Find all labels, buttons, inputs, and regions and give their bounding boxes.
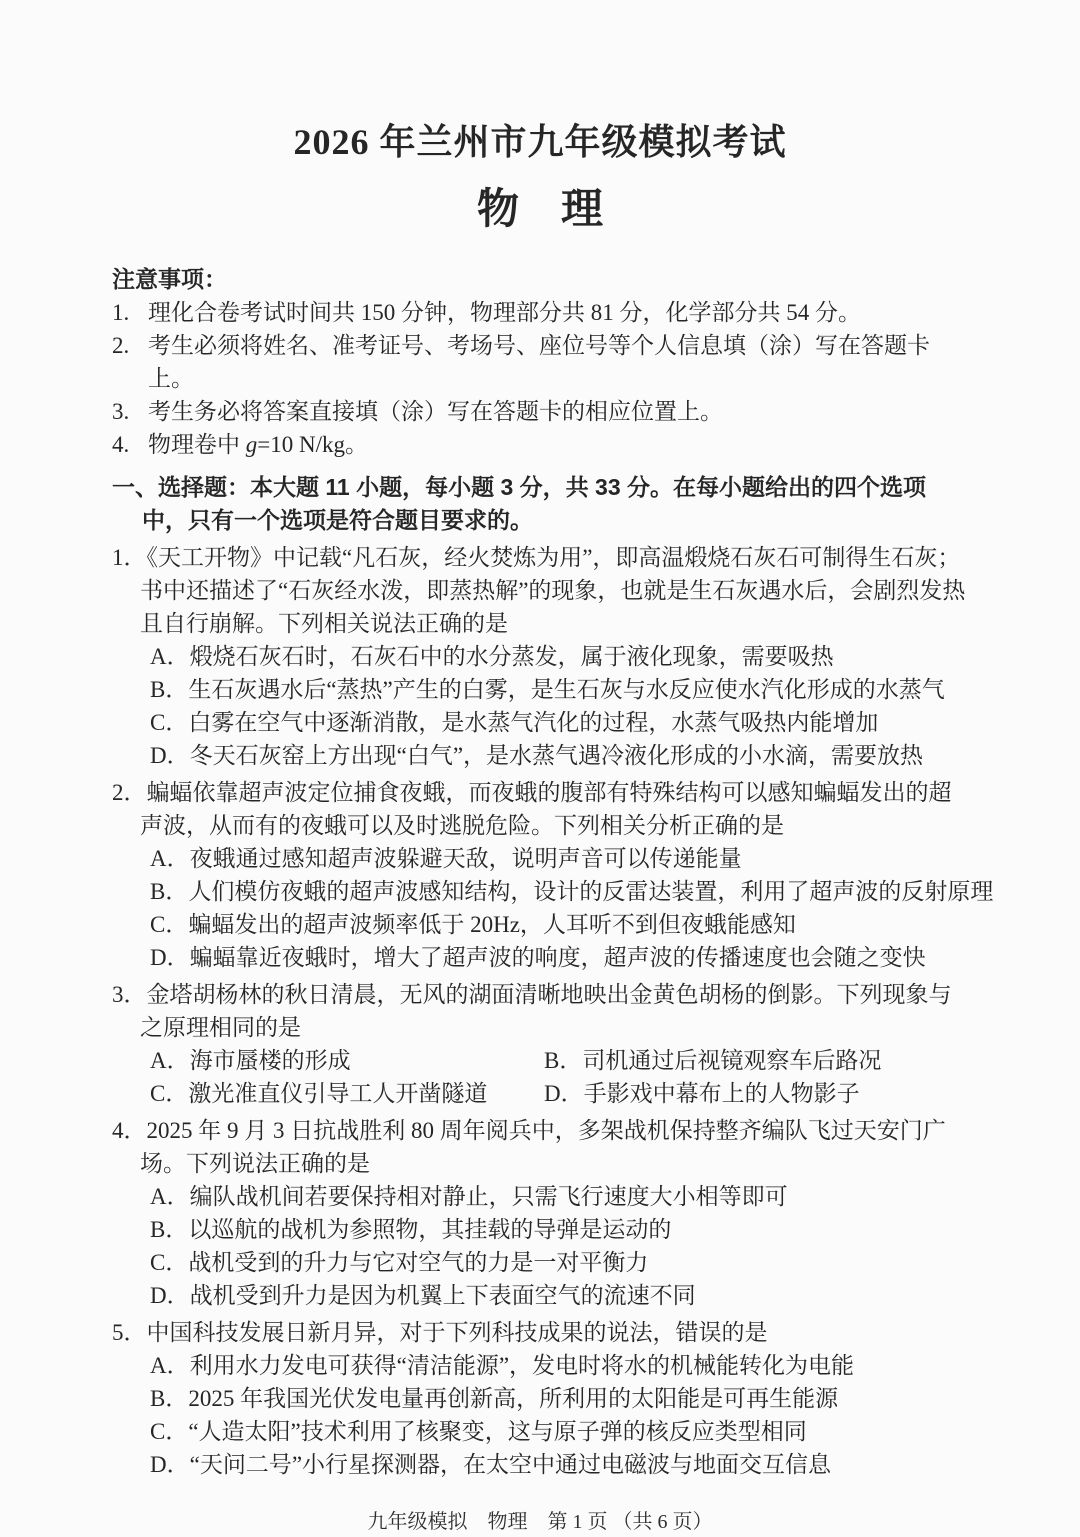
option-label: D． [150,1283,190,1308]
question-1-option-b [150,673,968,706]
question-3-options [150,1044,968,1110]
question-5-option-b [150,1382,968,1415]
question-number: 2． [112,780,147,805]
option-label: D． [150,1452,190,1477]
question-3-option-b [544,1044,968,1077]
question-number: 3． [112,982,147,1007]
notice-item-text: 物理卷中 [148,432,246,457]
option-text: 冬天石灰窑上方出现“白气”，是水蒸气遇冷液化形成的小水滴，需要放热 [189,743,924,768]
option-text: 白雾在空气中逐渐消散，是水蒸气汽化的过程，水蒸气吸热内能增加 [188,710,879,735]
question-stem-text: 2025 年 9 月 3 日抗战胜利 80 周年阅兵中，多架战机保持整齐编队飞过天安门广场。下列说法正确的是 [140,1118,946,1176]
option-text: 战机受到的升力与它对空气的力是一对平衡力 [188,1250,649,1275]
option-label: B． [150,1217,189,1242]
question-stem-text: 金塔胡杨林的秋日清晨，无风的湖面清晰地映出金黄色胡杨的倒影。下列现象与之原理相同的是 [140,982,952,1040]
question-stem [112,1114,968,1180]
question-4 [112,1114,968,1312]
option-label: A． [150,1048,190,1073]
question-1-option-d [150,739,968,772]
question-stem-text: 《天工开物》中记载“凡石灰，经火焚炼为用”，即高温煅烧石灰石可制得生石灰；书中还描述了“石灰经水泼，即蒸热解”的现象，也就是生石灰遇水后，会剧烈发热且自行崩解。下列相关说法正确的是 [140,545,966,636]
notice-item-1 [112,296,968,329]
option-label: C． [150,912,189,937]
page-footer: 九年级模拟 物理 第 1 页 （共 6 页） [367,1511,713,1533]
question-stem [112,978,968,1044]
option-label: C． [150,1081,189,1106]
question-3-option-a [150,1044,544,1077]
question-number: 5． [112,1320,147,1345]
option-label: B． [150,1386,189,1411]
question-stem [112,776,968,842]
option-text: 利用水力发电可获得“清洁能源”，发电时将水的机械能转化为电能 [189,1353,855,1378]
option-label: C． [150,710,189,735]
notice-heading: 注意事项： [112,266,227,292]
question-5-options [150,1349,968,1481]
question-1-option-a [150,640,968,673]
question-2-option-a [150,842,968,875]
question-3-option-d [544,1077,968,1110]
question-4-option-c [150,1246,968,1279]
question-5 [112,1316,968,1481]
question-stem [112,1316,968,1349]
option-text: 战机受到升力是因为机翼上下表面空气的流速不同 [189,1283,696,1308]
question-2-option-b [150,875,994,908]
option-label: B． [150,677,189,702]
option-text: “天问二号”小行星探测器，在太空中通过电磁波与地面交互信息 [189,1452,832,1477]
option-text: 人们模仿夜蛾的超声波感知结构，设计的反雷达装置，利用了超声波的反射原理 [188,879,994,904]
option-label: A． [150,644,190,669]
question-2-option-d [150,941,968,974]
question-4-option-b [150,1213,968,1246]
option-label: C． [150,1419,189,1444]
question-4-options [150,1180,968,1312]
option-text: 蝙蝠发出的超声波频率低于 20Hz，人耳听不到但夜蛾能感知 [188,912,796,937]
option-text: 煅烧石灰石时，石灰石中的水分蒸发，属于液化现象，需要吸热 [189,644,834,669]
notice-item-text: 考生务必将答案直接填（涂）写在答题卡的相应位置上。 [148,399,723,424]
question-5-option-c [150,1415,968,1448]
notice-item-number: 1. [112,300,130,325]
option-text: 司机通过后视镜观察车后路况 [582,1048,882,1073]
notice-item-number: 2. [112,333,130,358]
option-text: 手影戏中幕布上的人物影子 [583,1081,860,1106]
option-label: D． [150,743,190,768]
question-1-options [150,640,968,772]
question-1 [112,541,968,772]
notice-item-number: 3. [112,399,130,424]
option-text: “人造太阳”技术利用了核聚变，这与原子弹的核反应类型相同 [188,1419,807,1444]
question-3-option-c [150,1077,544,1110]
option-label: D． [150,945,190,970]
question-4-option-a [150,1180,968,1213]
option-label: B． [150,879,189,904]
question-stem-text: 蝙蝠依靠超声波定位捕食夜蛾，而夜蛾的腹部有特殊结构可以感知蝙蝠发出的超声波，从而有的夜蛾可以及时逃脱危险。下列相关分析正确的是 [140,780,952,838]
notice-item-number: 4. [112,432,130,457]
option-label: D． [544,1081,584,1106]
notice-item-4 [112,428,968,461]
gravity-constant-symbol: g [245,432,258,457]
notice-item-text: =10 N/kg。 [257,432,368,457]
notice-section [112,262,968,461]
option-label: A． [150,846,190,871]
question-5-option-a [150,1349,968,1382]
exam-title: 2026 年兰州市九年级模拟考试 [293,122,787,162]
option-text: 生石灰遇水后“蒸热”产生的白雾，是生石灰与水反应使水汽化形成的水蒸气 [188,677,945,702]
option-text: 蝙蝠靠近夜蛾时，增大了超声波的响度，超声波的传播速度也会随之变快 [189,945,926,970]
question-3 [112,978,968,1110]
question-stem [112,541,968,640]
option-text: 激光准直仪引导工人开凿隧道 [188,1081,488,1106]
question-1-option-c [150,706,968,739]
exam-subject: 物 理 [476,187,603,233]
notice-item-text: 考生必须将姓名、准考证号、考场号、座位号等个人信息填（涂）写在答题卡上。 [148,333,930,391]
option-label: A． [150,1184,190,1209]
option-text: 海市蜃楼的形成 [189,1048,351,1073]
option-text: 编队战机间若要保持相对静止，只需飞行速度大小相等即可 [189,1184,788,1209]
notice-item-3 [112,395,968,428]
question-5-option-d [150,1448,968,1481]
option-label: A． [150,1353,190,1378]
option-text: 2025 年我国光伏发电量再创新高，所利用的太阳能是可再生能源 [188,1386,839,1411]
option-text: 夜蛾通过感知超声波躲避天敌，说明声音可以传递能量 [189,846,742,871]
option-label: B． [544,1048,583,1073]
question-2-options [150,842,994,974]
question-number: 4． [112,1118,147,1143]
question-stem-text: 中国科技发展日新月异，对于下列科技成果的说法，错误的是 [146,1320,768,1345]
question-2 [112,776,994,974]
question-2-option-c [150,908,968,941]
section-heading-choice: 一、选择题：本大题 11 小题，每小题 3 分，共 33 分。在每小题给出的四个选项中，只有一个选项是符合题目要求的。 [112,474,927,533]
option-text: 以巡航的战机为参照物，其挂载的导弹是运动的 [188,1217,672,1242]
notice-item-text: 理化合卷考试时间共 150 分钟，物理部分共 81 分，化学部分共 54 分。 [148,300,861,325]
option-label: C． [150,1250,189,1275]
notice-item-2 [112,329,968,395]
question-number: 1． [112,545,147,570]
question-4-option-d [150,1279,968,1312]
